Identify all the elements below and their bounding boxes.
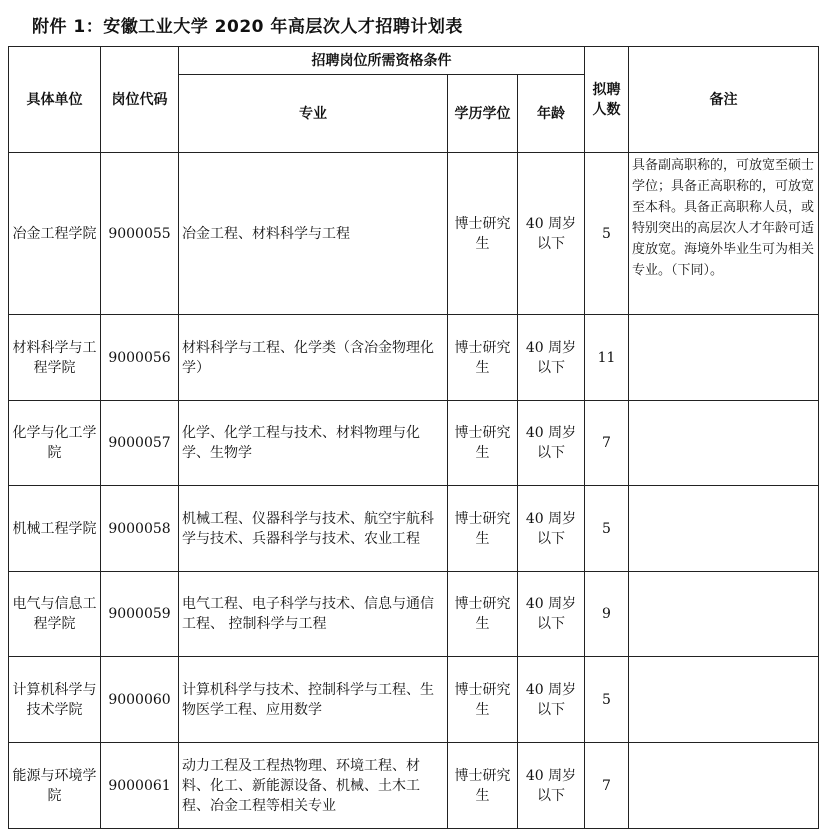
table-row	[9, 315, 819, 401]
header-note: 备注	[629, 47, 819, 153]
header-count: 拟聘人数	[585, 47, 629, 153]
cell-major: 化学、化学工程与技术、材料物理与化学、生物学	[179, 401, 448, 486]
cell-unit: 冶金工程学院	[9, 153, 101, 315]
cell-age: 40 周岁以下	[518, 153, 585, 315]
cell-count: 5	[585, 657, 629, 743]
cell-code: 9000059	[101, 572, 179, 657]
cell-code: 9000055	[101, 153, 179, 315]
cell-age: 40 周岁以下	[518, 657, 585, 743]
cell-count: 7	[585, 401, 629, 486]
cell-major: 材料科学与工程、化学类（含冶金物理化学）	[179, 315, 448, 401]
cell-count: 7	[585, 743, 629, 829]
header-qualifications: 招聘岗位所需资格条件	[179, 47, 585, 75]
cell-code: 9000060	[101, 657, 179, 743]
cell-note: 具备副高职称的，可放宽至硕士学位；具备正高职称的，可放宽至本科。具备正高职称人员，或特别突出的高层次人才年龄可适度放宽。海境外毕业生可为相关专业。（下同）。	[629, 153, 819, 315]
header-unit: 具体单位	[9, 47, 101, 153]
cell-unit: 材料科学与工程学院	[9, 315, 101, 401]
cell-degree: 博士研究生	[448, 486, 518, 572]
cell-degree: 博士研究生	[448, 657, 518, 743]
table-row	[9, 743, 819, 829]
header-code: 岗位代码	[101, 47, 179, 153]
cell-count: 9	[585, 572, 629, 657]
cell-major: 动力工程及工程热物理、环境工程、材料、化工、新能源设备、机械、土木工程、冶金工程等相关专业	[179, 743, 448, 829]
cell-count: 11	[585, 315, 629, 401]
document-title: 附件 1：安徽工业大学 2020 年高层次人才招聘计划表	[32, 17, 463, 37]
cell-code: 9000058	[101, 486, 179, 572]
table-row	[9, 657, 819, 743]
cell-age: 40 周岁以下	[518, 401, 585, 486]
cell-count: 5	[585, 486, 629, 572]
header-degree: 学历学位	[448, 75, 518, 153]
table-row	[9, 572, 819, 657]
header-major: 专业	[179, 75, 448, 153]
cell-unit: 机械工程学院	[9, 486, 101, 572]
cell-degree: 博士研究生	[448, 401, 518, 486]
cell-age: 40 周岁以下	[518, 315, 585, 401]
cell-age: 40 周岁以下	[518, 486, 585, 572]
cell-age: 40 周岁以下	[518, 572, 585, 657]
table-row	[9, 486, 819, 572]
header-age: 年龄	[518, 75, 585, 153]
cell-unit: 电气与信息工程学院	[9, 572, 101, 657]
cell-major: 电气工程、电子科学与技术、信息与通信工程、 控制科学与工程	[179, 572, 448, 657]
recruitment-table	[8, 46, 819, 829]
cell-note	[629, 486, 819, 572]
cell-note	[629, 657, 819, 743]
cell-code: 9000056	[101, 315, 179, 401]
cell-major: 冶金工程、材料科学与工程	[179, 153, 448, 315]
table-row	[9, 153, 819, 315]
cell-degree: 博士研究生	[448, 743, 518, 829]
cell-degree: 博士研究生	[448, 572, 518, 657]
cell-age: 40 周岁以下	[518, 743, 585, 829]
cell-major: 计算机科学与技术、控制科学与工程、生物医学工程、应用数学	[179, 657, 448, 743]
cell-note	[629, 572, 819, 657]
table-row	[9, 401, 819, 486]
cell-unit: 化学与化工学院	[9, 401, 101, 486]
cell-unit: 能源与环境学院	[9, 743, 101, 829]
cell-degree: 博士研究生	[448, 153, 518, 315]
cell-code: 9000057	[101, 401, 179, 486]
cell-note	[629, 315, 819, 401]
cell-unit: 计算机科学与技术学院	[9, 657, 101, 743]
cell-degree: 博士研究生	[448, 315, 518, 401]
cell-note	[629, 401, 819, 486]
cell-count: 5	[585, 153, 629, 315]
cell-note	[629, 743, 819, 829]
cell-code: 9000061	[101, 743, 179, 829]
cell-major: 机械工程、仪器科学与技术、航空宇航科学与技术、兵器科学与技术、农业工程	[179, 486, 448, 572]
